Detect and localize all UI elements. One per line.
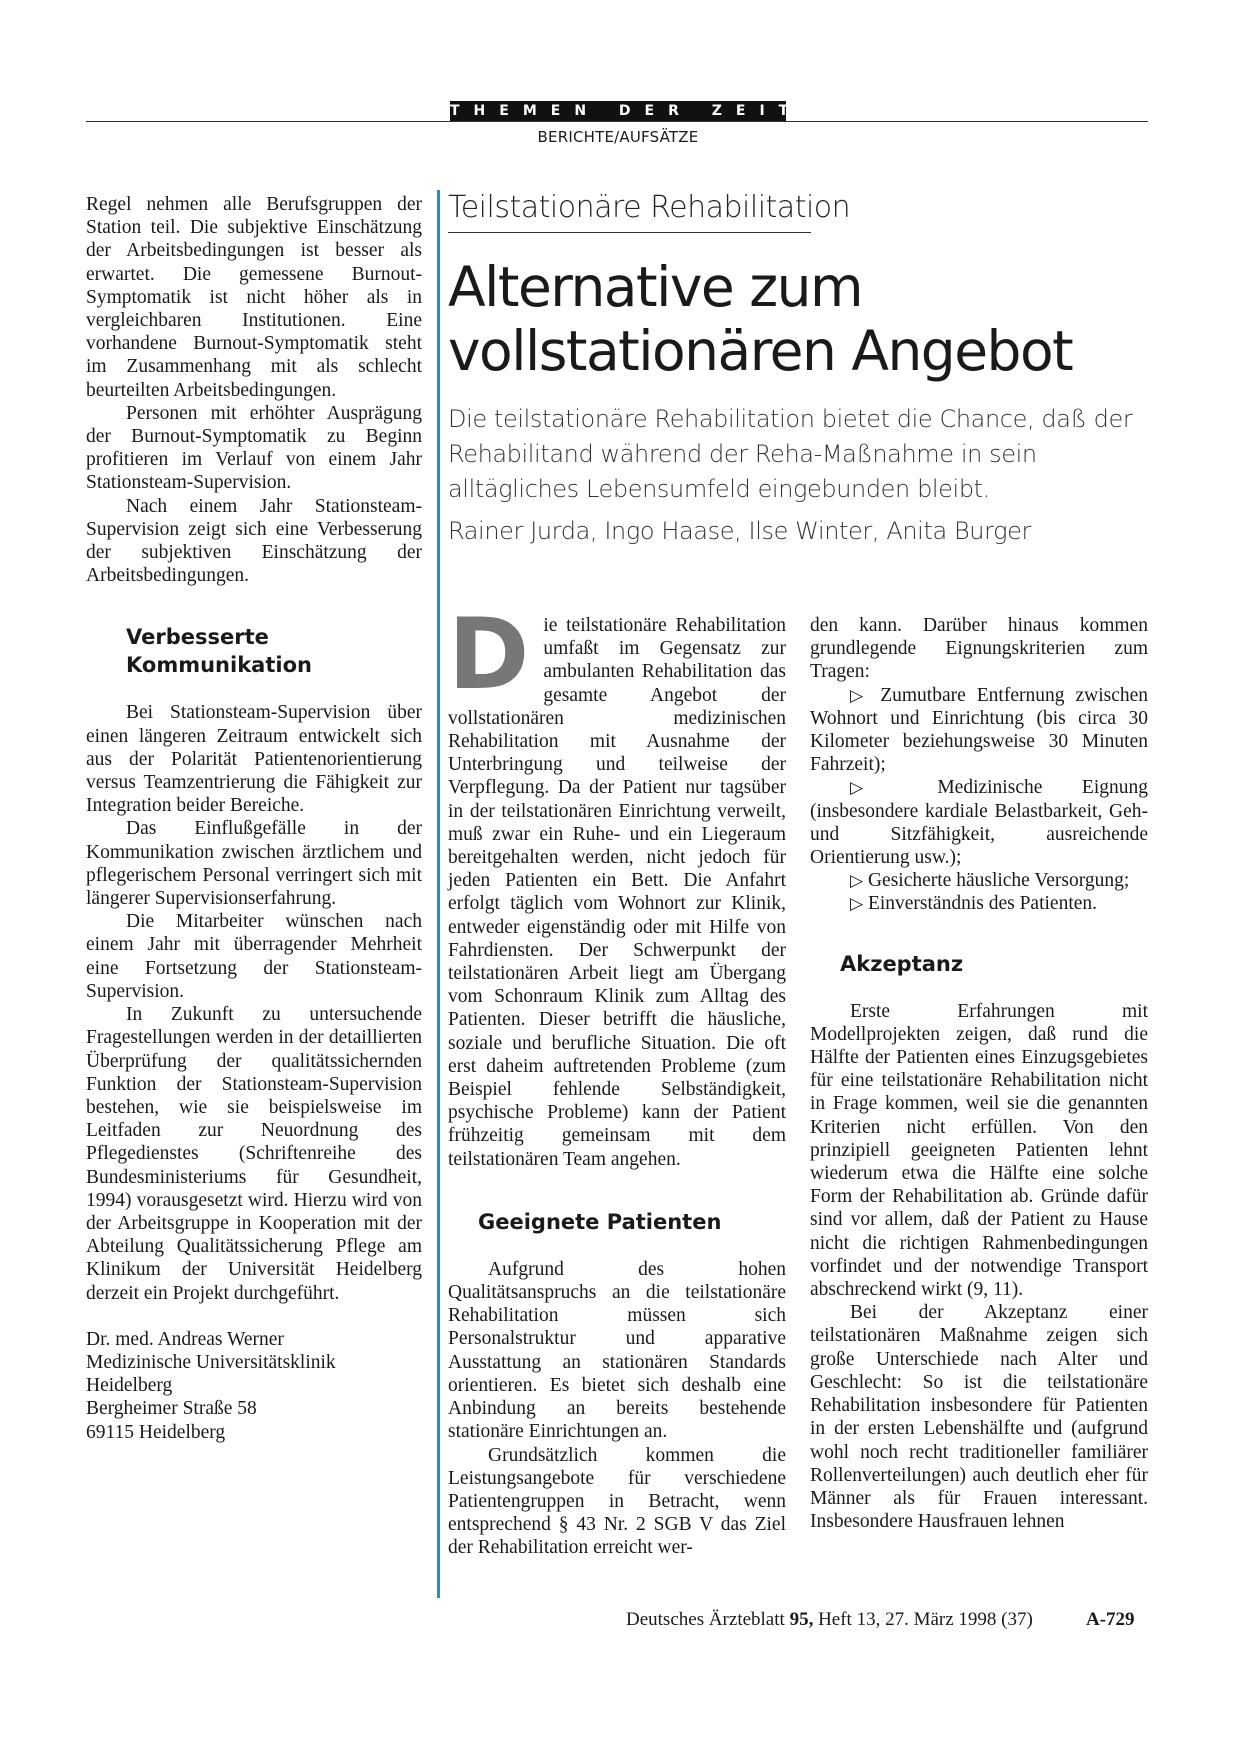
middle-column [448,598,786,1560]
left-paragraph-6: Die Mitarbeiter wünschen nach einem Jahr mit überragender Mehrheit eine Fortsetzung der Stationsteam-Supervision. [86,911,422,1002]
criteria-item [810,869,1148,892]
left-paragraph-2: Personen mit erhöhter Ausprägung der Burnout-Symptomatik zu Beginn profitieren im Verlauf von einem Jahr Stationsteam-Supervision. [86,402,422,494]
heading-geeignete-patienten: Geeignete Patienten [478,1209,722,1234]
criteria-text: Einverständnis des Patienten. [867,893,1098,915]
triangle-bullet-icon: ▷ [850,894,864,914]
criteria-item [810,776,1148,869]
article-kicker: Teilstationäre Rehabilitation [448,190,851,225]
criteria-text: Gesicherte häusliche Versorgung; [867,870,1130,892]
article-title-line-2: vollstationären Angebot [448,319,1073,383]
author-address [86,1328,422,1444]
page-footer [626,1609,1033,1631]
right-paragraph-2: Erste Erfahrungen mit Modellprojekten zeigen, daß rund die Hälfte der Patienten eines Einzugsgebietes für eine teilstationäre Rehabilitation nicht in Frage kommen, weil sie die genannten Kriterien nicht erfüllen. Von den prinzipiell geeigneten Patienten lehnt wiederum etwa die Hälfte eine solche Form der Rehabilitation ab. Gründe dafür sind vor allem, daß der Patient zu Hause nicht die richtigen Rahmenbedingungen vorfindet und der notwendige Transport abschreckend wirkt (9, 11). [810,1000,1148,1301]
right-paragraph-3: Bei der Akzeptanz einer teilstationären Maßnahme zeigen sich große Unterschiede nach Alter und Geschlecht: So ist die teilstationäre Rehabilitation insbesondere für Patienten in der ersten Lebenshälfte und (aufgrund wohl noch recht traditioneller familiärer Rollenverteilungen) auch deutlich eher für Männer als für Frauen interessant. Insbesondere Hausfrauen lehnen [810,1302,1148,1533]
triangle-bullet-icon: ▷ [850,871,864,891]
left-paragraph-1: Regel nehmen alle Berufsgruppen der Station teil. Die subjektive Einschätzung der Arbeitsbedingungen ist besser als erwartet. Die gemessene Burnout-Symptomatik ist nicht höher als in vergleichbaren Institutionen. Eine vorhandene Burnout-Symptomatik steht im Zusammenhang mit als schlecht beurteilten Arbeitsbedingungen. [86,194,422,401]
mid-paragraph-2: Aufgrund des hohen Qualitätsanspruchs an die teilstationäre Rehabilitation müssen sich Personalstruktur und apparative Ausstattung an stationären Standards orientieren. Es bietet sich deshalb eine Anbindung an bereits bestehende stationäre Einrichtungen an. [448,1258,786,1443]
address-street: Bergheimer Straße 58 [86,1398,257,1420]
left-paragraph-3: Nach einem Jahr Stationsteam-Supervision zeigt sich eine Verbesserung der subjektiven Einschätzung der Arbeitsbedingungen. [86,495,422,587]
criteria-text: Zumutbare Entfernung zwischen Wohnort und Einrichtung (bis circa 30 Kilometer beziehungsweise 30 Minuten Fahrzeit); [810,684,1149,776]
criteria-item [810,892,1148,915]
address-name: Dr. med. Andreas Werner [86,1328,284,1350]
column-divider [437,190,440,1598]
left-column [86,193,422,1444]
section-subtitle: BERICHTE/AUFSÄTZE [537,128,699,146]
article-title [448,255,1148,383]
address-institution: Medizinische Universitätsklinik [86,1351,336,1373]
heading-akzeptanz: Akzeptanz [840,951,964,976]
footer-volume: 95, [789,1609,814,1630]
article-lead: Die teilstationäre Rehabilitation bietet die Chance, daß der Rehabilitand während der Reha-Maßnahme in sein alltägliches Lebensumfeld eingebunden bleibt. [448,405,1133,503]
footer-journal: Deutsches Ärzteblatt [626,1609,785,1630]
mid-paragraph-1 [448,598,786,1171]
address-zip-city: 69115 Heidelberg [86,1421,226,1443]
article-title-line-1: Alternative zum [448,255,863,319]
heading-verbesserte-kommunikation: Verbesserte Kommunikation [126,625,312,678]
kicker-rule [448,232,811,233]
footer-issue: Heft 13, 27. März 1998 (37) [818,1609,1033,1630]
right-column [810,614,1148,1533]
criteria-text: Medizinische Eignung (insbesondere kardiale Belastbarkeit, Geh- und Sitzfähigkeit, ausreichende Orientierung usw.); [810,777,1149,869]
criteria-item [810,684,1148,777]
page-number: A-729 [1086,1609,1135,1630]
address-city: Heidelberg [86,1375,173,1397]
left-paragraph-5: Das Einflußgefälle in der Kommunikation zwischen ärztlichem und pflegerischem Personal verringert sich mit längerer Supervisionserfahrung. [86,818,422,910]
mid-paragraph-1-text: ie teilstationäre Rehabilitation umfaßt im Gegensatz zur ambulanten Rehabilitation das gesamte Angebot der vollstationären medizinischen Rehabilitation mit Ausnahme der Unterbringung und teilweise der Verpflegung. Da der Patient nur tagsüber in der teilstationären Einrichtung verweilt, muß zwar ein Ruhe- und ein Liegeraum bereitgehalten werden, nicht jedoch für jeden Patienten ein Bett. Die Anfahrt erfolgt täglich vom Wohnort zur Klinik, entweder eigenständig oder mit Hilfe von Fahrdiensten. Der Schwerpunkt der teilstationären Arbeit liegt am Übergang vom Schonraum Klinik zum Alltag des Patienten. Dieser betrifft die häusliche, soziale und berufliche Situation. Die oft erst daheim auftretenden Probleme (zum Beispiel fehlende Selbständigkeit, psychische Probleme) kann der Patient frühzeitig gemeinsam mit dem teilstationären Team angehen. [448,615,786,1170]
left-paragraph-7: In Zukunft zu untersuchende Fragestellungen werden in der detaillierten Überprüfung der qualitätssichernden Funktion der Stationsteam-Supervision bestehen, wie sie beispielsweise im Leitfaden zur Neuordnung des Pflegedienstes (Schriftenreihe des Bundesministeriums für Gesundheit, 1994) vorausgesetzt wird. Hierzu wird von der Arbeitsgruppe in Kooperation mit der Abteilung Qualitätssicherung Pflege am Klinikum der Universität Heidelberg derzeit ein Projekt durchgeführt. [86,1004,422,1304]
drop-cap: D [448,598,530,712]
left-paragraph-4: Bei Stationsteam-Supervision über einen längeren Zeitraum entwickelt sich aus der Polarität Patientenorientierung versus Teamzentrierung die Fähigkeit zur Integration beider Bereiche. [86,702,422,817]
section-banner: THEMEN DER ZEIT [450,103,803,119]
right-paragraph-1: den kann. Darüber hinaus kommen grundlegende Eignungskriterien zum Tragen: [810,615,1148,683]
article-authors: Rainer Jurda, Ingo Haase, Ilse Winter, Anita Burger [448,517,1031,545]
header-rule [86,121,1148,122]
triangle-bullet-icon: ▷ [850,685,870,705]
triangle-bullet-icon: ▷ [850,778,898,798]
mid-paragraph-3: Grundsätzlich kommen die Leistungsangebote für verschiedene Patientengruppen in Betracht, wenn entsprechend § 43 Nr. 2 SGB V das Ziel der Rehabilitation erreicht wer- [448,1444,786,1559]
